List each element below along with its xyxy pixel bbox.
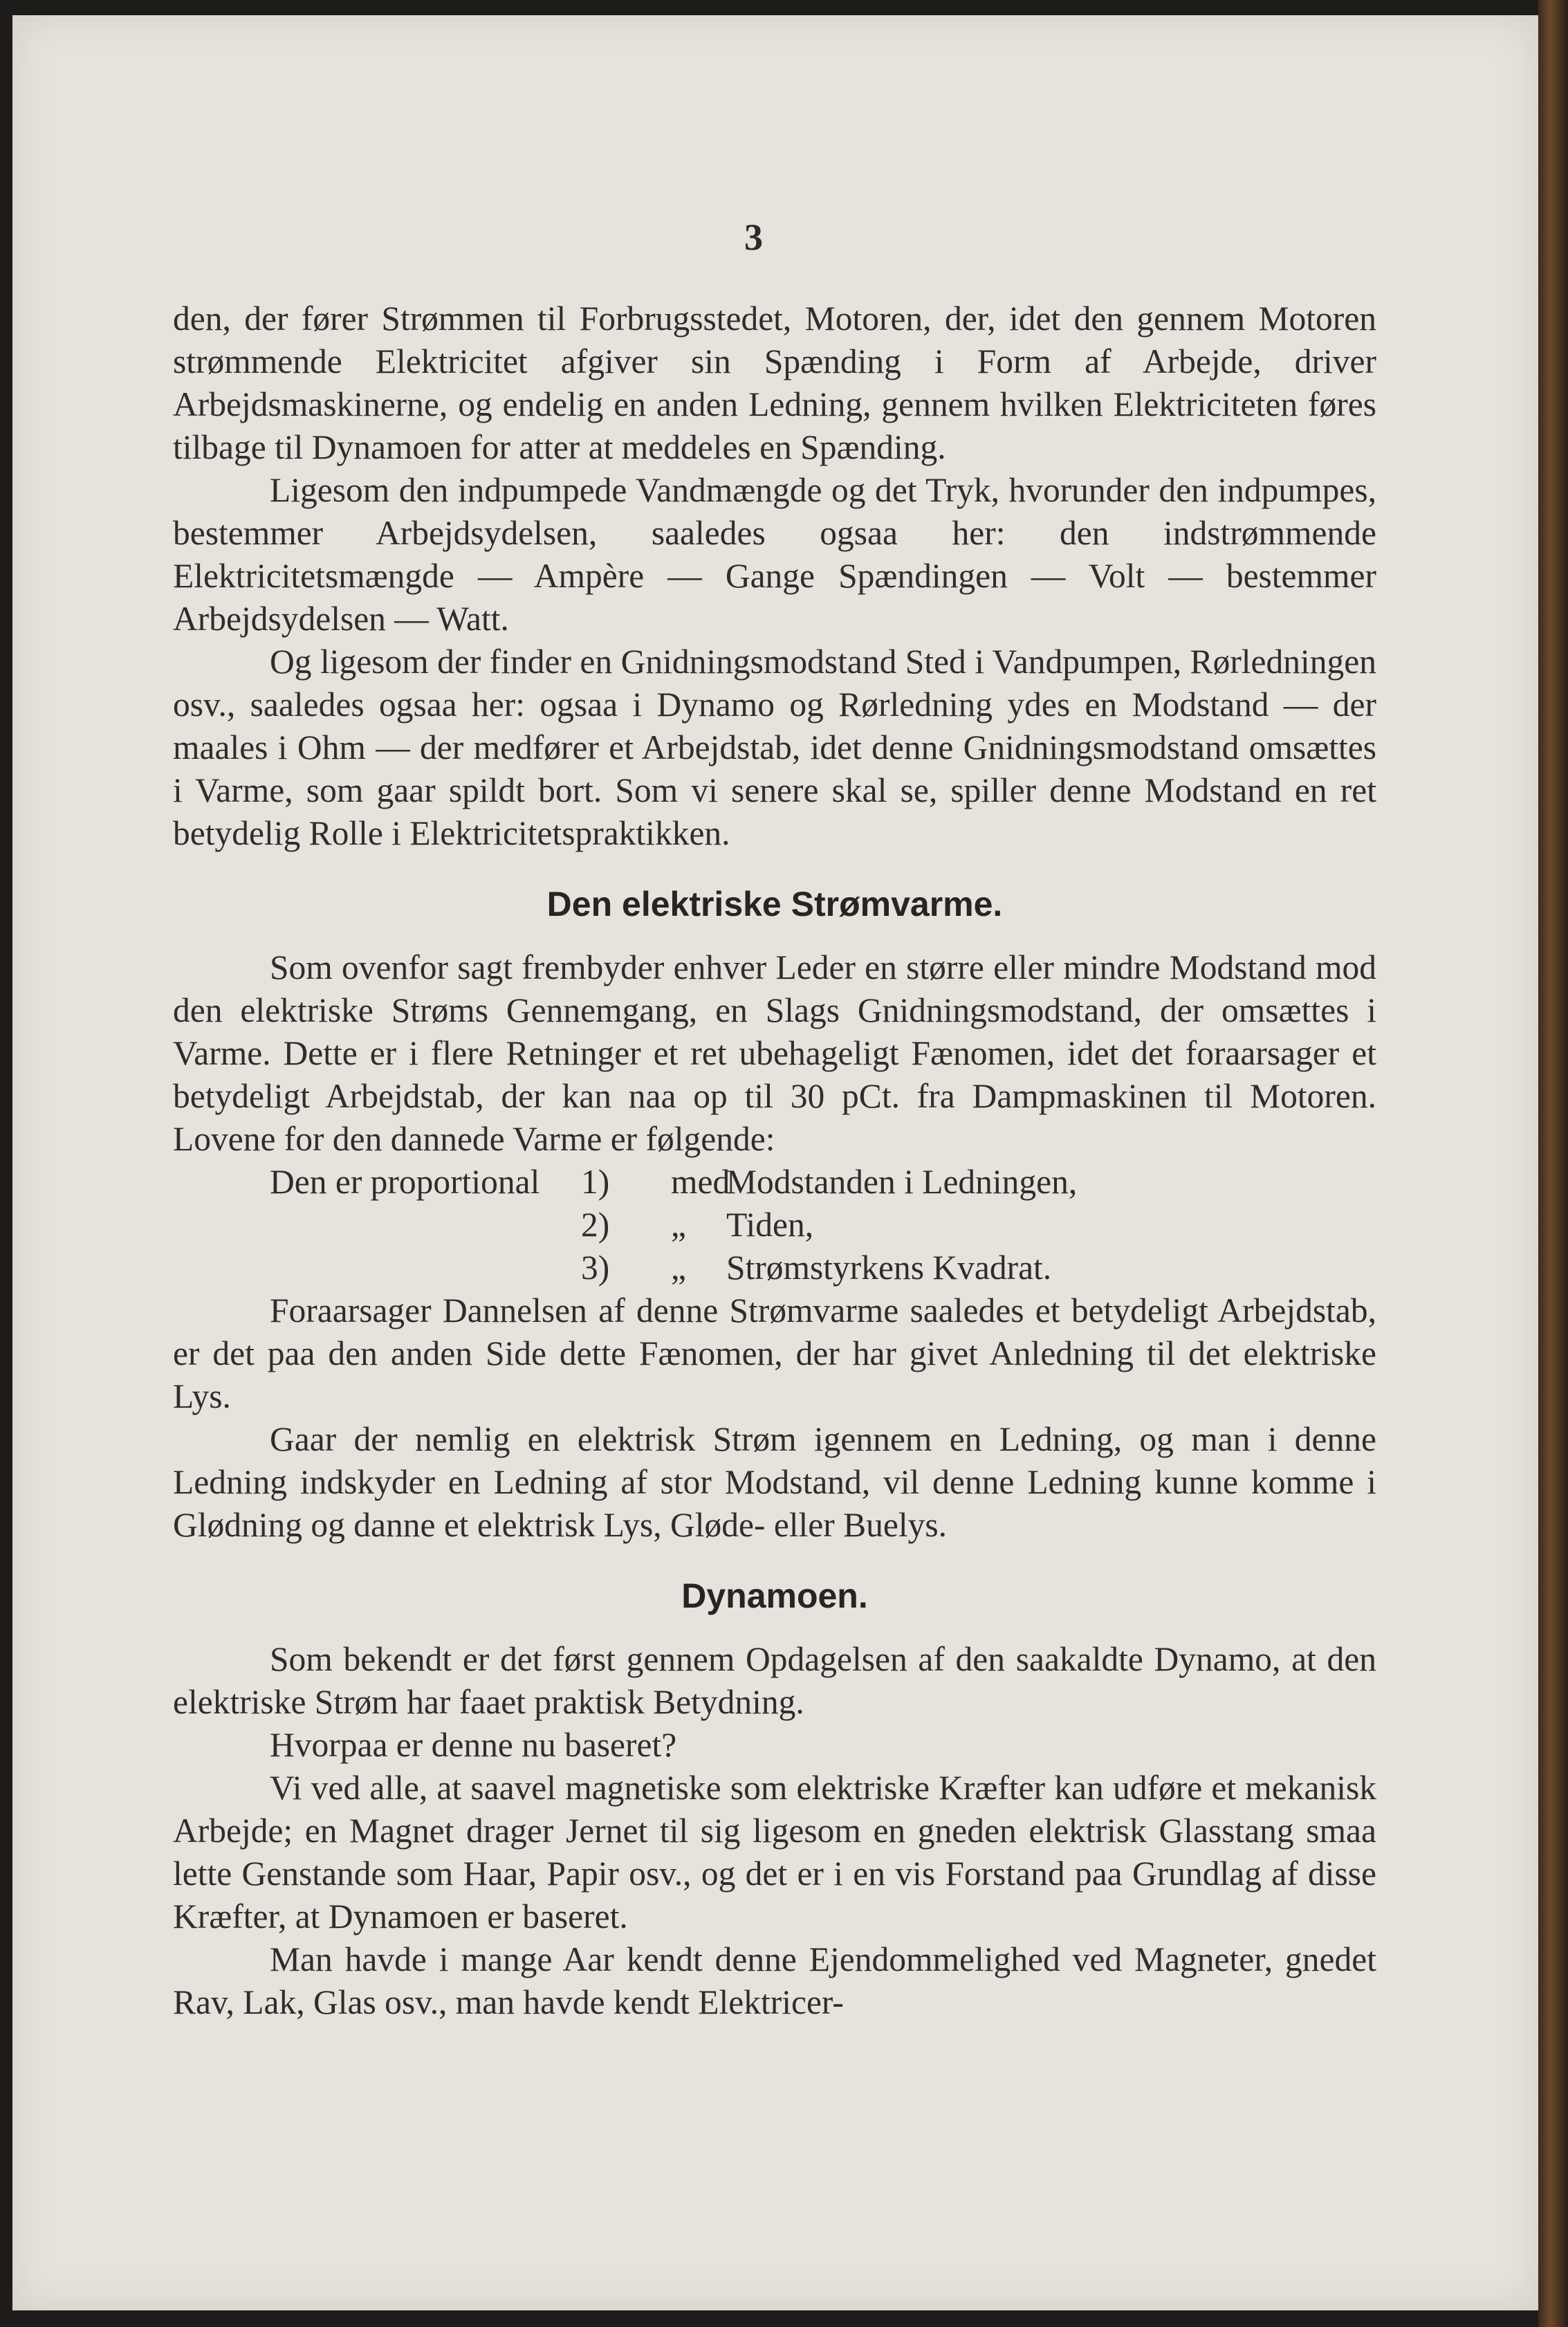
- law-item: [173, 1204, 1376, 1247]
- law-number: 3): [581, 1249, 610, 1287]
- section-heading-stromvarme: Den elektriske Strømvarme.: [546, 885, 1003, 923]
- law-prefix: „: [671, 1249, 686, 1287]
- paragraph-ligesom: Ligesom den indpumpede Vandmængde og det Tryk, hvorunder den indpumpes, bestemmer Arbejdsydelsen, saaledes ogsaa her: den indstrømmende Elektricitetsmængde — Ampère — Gange Spændingen — Volt — bestemmer Arbejdsydelsen — Watt.: [173, 471, 1376, 638]
- heat-laws-list: [173, 1161, 1376, 1289]
- law-text: Tiden,: [726, 1206, 814, 1244]
- law-prefix: med: [671, 1163, 730, 1201]
- book-page: [12, 15, 1538, 2310]
- law-number: 2): [581, 1206, 610, 1244]
- page-number: 3: [744, 217, 763, 258]
- body-text: [173, 297, 1376, 2024]
- paragraph-continuation: den, der fører Strømmen til Forbrugsstedet, Motoren, der, idet den gennem Motoren strømmende Elektricitet afgiver sin Spænding i Form af Arbejde, driver Arbejdsmaskinerne, og endelig en anden Ledning, gennem hvilken Elektriciteten føres tilbage til Dynamoen for atter at meddeles en Spænding.: [173, 300, 1376, 466]
- law-item: [173, 1161, 1376, 1204]
- paragraph-stromvarme-intro: Som ovenfor sagt frembyder enhver Leder en større eller mindre Modstand mod den elektriske Strøms Gennemgang, en Slags Gnidningsmodstand, der omsættes i Varme. Dette er i flere Retninger et ret ubehageligt Fænomen, idet det foraarsager et betydeligt Arbejdstab, der kan naa op til 30 pCt. fra Dampmaskinen til Motoren. Lovene for den dannede Varme er følgende:: [173, 948, 1376, 1158]
- paragraph-man-havde: Man havde i mange Aar kendt denne Ejendommelighed ved Magneter, gnedet Rav, Lak, Glas osv., man havde kendt Elektricer-: [173, 1940, 1376, 2021]
- paragraph-vi-ved-alle: Vi ved alle, at saavel magnetiske som elektriske Kræfter kan udføre et mekanisk Arbejde; en Magnet drager Jernet til sig ligesom en gneden elektrisk Glasstang smaa lette Genstande som Haar, Papir osv., og det er i en vis Forstand paa Grundlag af disse Kræfter, at Dynamoen er baseret.: [173, 1769, 1376, 1935]
- law-text: Strømstyrkens Kvadrat.: [726, 1249, 1052, 1287]
- law-item: [173, 1247, 1376, 1289]
- law-prefix: „: [671, 1206, 686, 1244]
- paragraph-hvorpaa: Hvorpaa er denne nu baseret?: [270, 1726, 677, 1764]
- paragraph-foraarsager: Foraarsager Dannelsen af denne Strømvarme saaledes et betydeligt Arbejdstab, er det paa den anden Side dette Fænomen, der har givet Anledning til det elektriske Lys.: [173, 1291, 1376, 1415]
- book-spine-edge: [1538, 0, 1568, 2327]
- paragraph-gnidningsmodstand: Og ligesom der finder en Gnidningsmodstand Sted i Vandpumpen, Rørledningen osv., saaledes ogsaa her: ogsaa i Dynamo og Rørledning ydes en Modstand — der maales i Ohm — der medfører et Arbejdstab, idet denne Gnidningsmodstand omsættes i Varme, som gaar spildt bort. Som vi senere skal se, spiller denne Modstand en ret betydelig Rolle i Elektricitetspraktikken.: [173, 643, 1376, 852]
- law-lead-text: Den er proportional: [270, 1163, 540, 1201]
- section-heading-dynamoen: Dynamoen.: [681, 1576, 868, 1615]
- paragraph-som-bekendt: Som bekendt er det først gennem Opdagelsen af den saakaldte Dynamo, at den elektriske Strøm har faaet praktisk Betydning.: [173, 1640, 1376, 1721]
- law-number: 1): [581, 1163, 610, 1201]
- law-text: Modstanden i Ledningen,: [726, 1163, 1078, 1201]
- paragraph-gaar-der: Gaar der nemlig en elektrisk Strøm igennem en Ledning, og man i denne Ledning indskyder en Ledning af stor Modstand, vil denne Ledning kunne komme i Glødning og danne et elektrisk Lys, Gløde- eller Buelys.: [173, 1420, 1376, 1544]
